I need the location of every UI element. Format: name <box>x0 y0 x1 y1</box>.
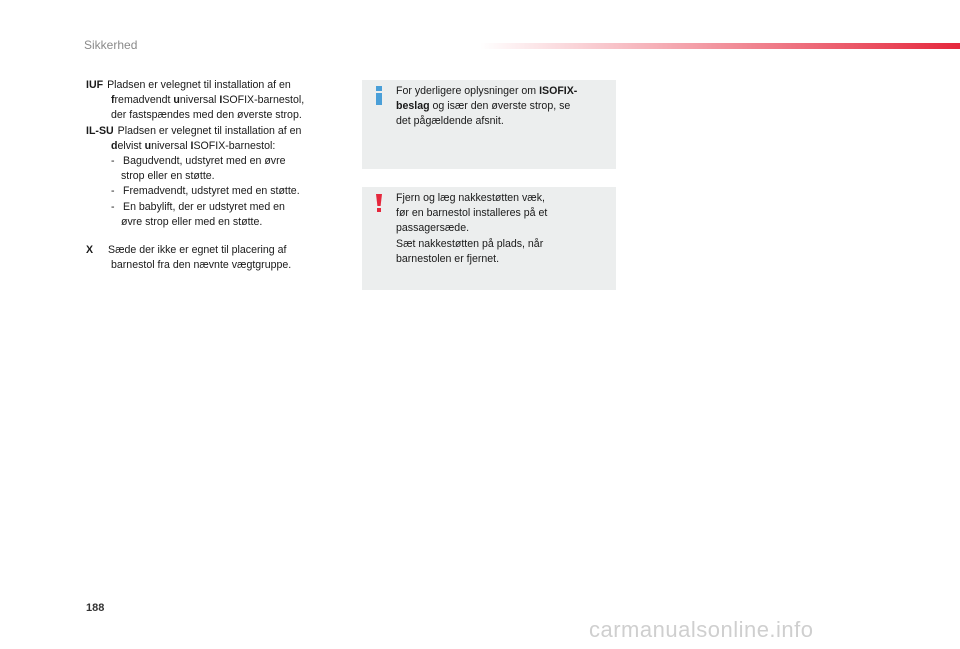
definition-code: X <box>86 244 94 257</box>
definition-text: der fastspændes med den øverste strop. <box>111 109 302 122</box>
text-fragment: remadvendt <box>114 94 174 107</box>
info-text <box>396 84 606 130</box>
text-fragment: niversal <box>179 94 220 107</box>
text-fragment: SOFIX-barnestol, <box>222 94 305 107</box>
bold-term: beslag <box>396 100 430 113</box>
bullet-dash: - <box>111 200 115 213</box>
text-line: Fjern og læg nakkestøtten væk, <box>396 192 545 204</box>
definition-text: barnestol fra den nævnte vægtgruppe. <box>111 259 292 272</box>
page-number: 188 <box>86 602 105 614</box>
warning-text <box>396 191 606 267</box>
highlight-letter: u <box>173 94 180 107</box>
definition-code: IL-SU <box>86 124 114 137</box>
list-item <box>86 184 352 199</box>
text-fragment: For yderligere oplysninger om <box>396 85 540 97</box>
definition-text <box>86 93 352 108</box>
list-item-text: En babylift, der er udstyret med en <box>123 200 285 213</box>
definition-ilsu <box>86 124 352 139</box>
definition-text: Sæde der ikke er egnet til placering af <box>108 244 287 257</box>
list-item-text: øvre strop eller med en støtte. <box>121 215 263 228</box>
text-line: Pladsen er velegnet til installation af en <box>107 79 291 91</box>
text-line: før en barnestol installeres på et <box>396 207 548 220</box>
bullet-dash: - <box>111 185 115 198</box>
watermark: carmanualsonline.info <box>589 617 814 642</box>
list-item <box>86 154 352 169</box>
list-item-text: Bagudvendt, udstyret med en øvre <box>123 155 286 168</box>
definition-code: IUF <box>86 79 104 91</box>
text-fragment: elvist <box>117 139 145 152</box>
text-fragment: SOFIX-barnestol: <box>193 139 276 152</box>
highlight-letter: I <box>190 139 194 152</box>
list-item-text: strop eller en støtte. <box>121 170 215 183</box>
definition-text <box>107 78 352 93</box>
highlight-letter: I <box>219 94 223 107</box>
info-icon <box>372 84 386 106</box>
text-fragment: det pågældende afsnit. <box>396 115 504 128</box>
definition-x <box>86 243 352 258</box>
definition-text <box>86 139 352 154</box>
bold-term: ISOFIX- <box>539 85 578 97</box>
list-item-text: Fremadvendt, udstyret med en støtte. <box>123 185 300 198</box>
bullet-dash: - <box>111 155 115 168</box>
text-line: barnestolen er fjernet. <box>396 252 500 265</box>
header-accent-bar <box>480 43 960 49</box>
text-line: passagersæde. <box>396 222 470 235</box>
section-title: Sikkerhed <box>84 38 138 52</box>
text-line: Sæt nakkestøtten på plads, når <box>396 237 544 250</box>
highlight-letter: f <box>111 94 115 107</box>
definition-text: Pladsen er velegnet til installation af en <box>117 124 302 137</box>
list-item <box>86 200 352 215</box>
exclamation-icon <box>372 191 386 213</box>
text-fragment: og især den øverste strop, se <box>429 100 571 113</box>
definition-iuf <box>86 78 352 93</box>
definitions-column <box>86 78 352 273</box>
highlight-letter: d <box>111 139 118 152</box>
highlight-letter: u <box>144 139 152 152</box>
text-fragment: niversal <box>151 139 191 152</box>
warning-box <box>362 187 616 290</box>
info-box <box>362 80 616 169</box>
